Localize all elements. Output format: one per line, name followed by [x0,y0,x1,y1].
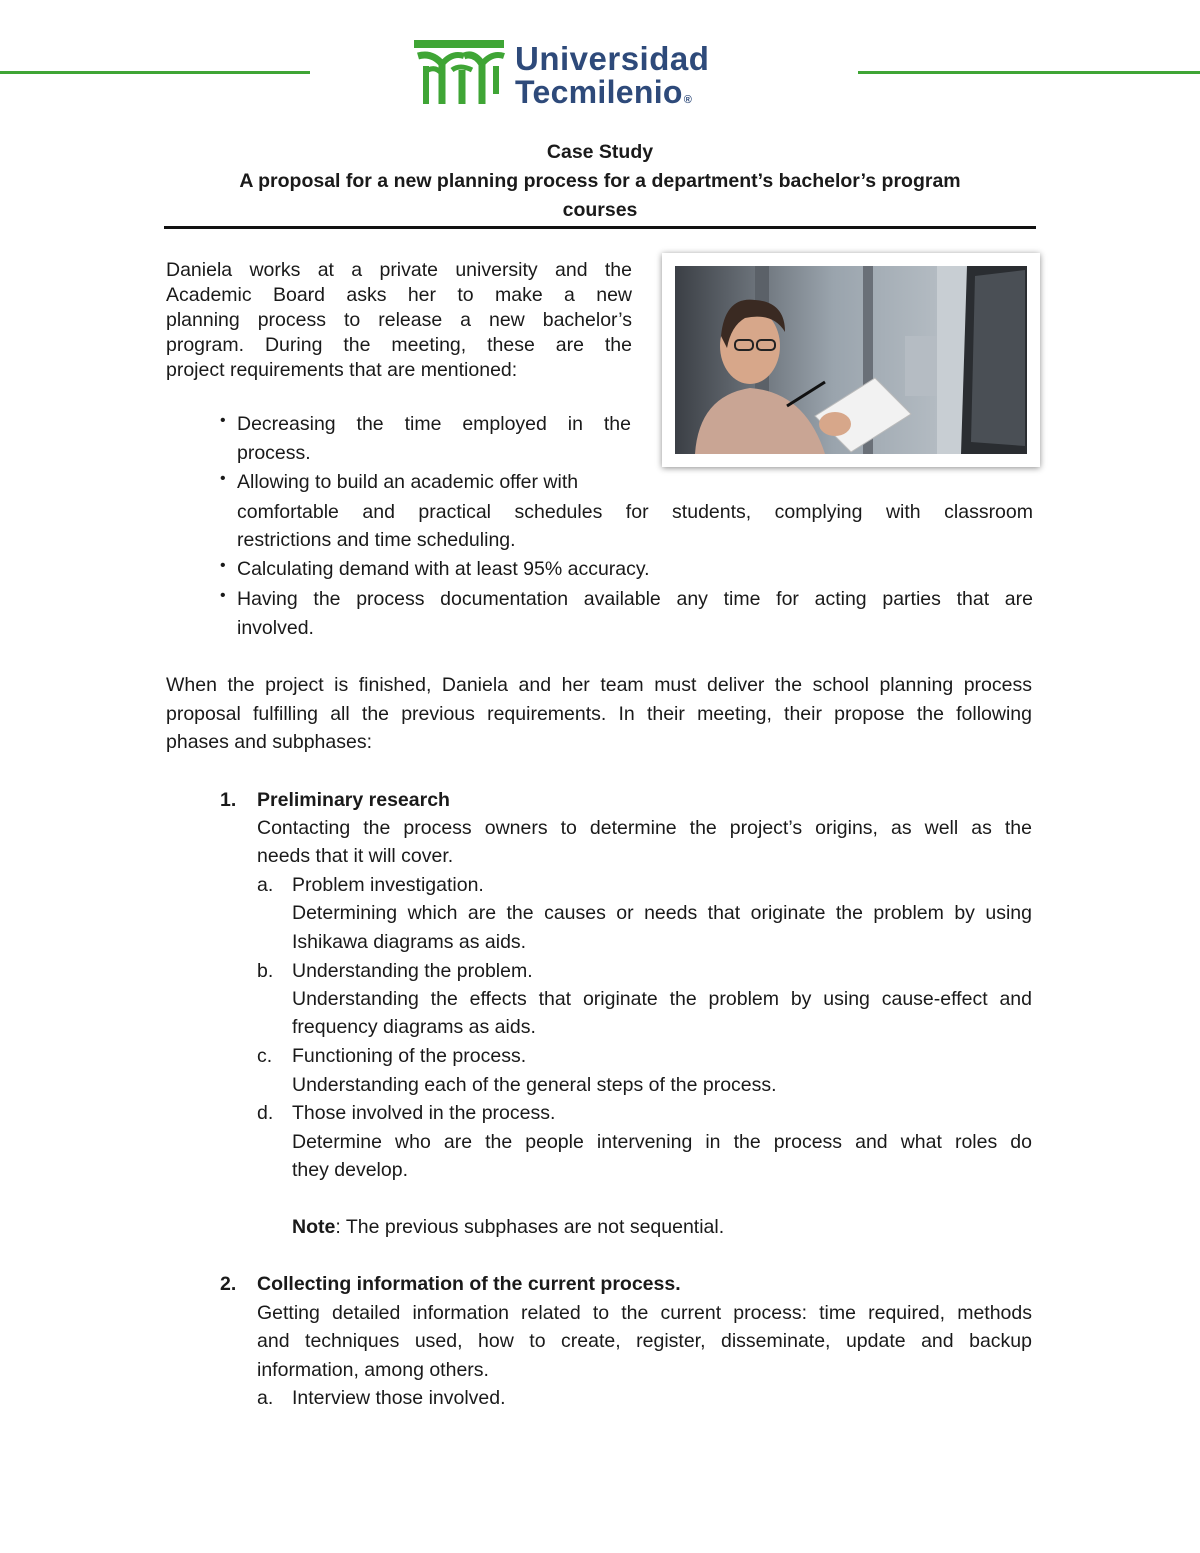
subphase-desc-line: frequency diagrams as aids. [292,1016,536,1038]
phase-1-number: 1. [220,789,237,811]
case-study-label: Case Study [546,141,654,163]
requirement-2-line-3: restrictions and time scheduling. [237,529,516,551]
phase-2-desc-line-2: and techniques used, how to create, register, disseminate, update and backup [257,1330,1032,1352]
intro-paragraph [166,258,632,383]
bullet-dot: • [220,587,226,604]
header-rule-left [0,71,310,74]
subphase-letter: d. [257,1102,274,1124]
note-text: : The previous subphases are not sequential. [335,1216,725,1238]
summary-line-3: phases and subphases: [166,731,372,753]
note-label: Note [292,1216,336,1238]
bullet-dot: • [220,557,226,574]
phase-2-desc-line-3: information, among others. [257,1359,489,1381]
requirement-2-line-2: comfortable and practical schedules for students, complying with classroom [237,501,1033,523]
subphase-letter: c. [257,1045,273,1067]
intro-line: program. During the meeting, these are the [166,334,632,356]
header-rule-right [858,71,1200,74]
document-title [165,138,1035,225]
phase-2-number: 2. [220,1273,237,1295]
subphase-desc-line: Understanding each of the general steps of the process. [292,1074,777,1096]
phase-1-desc-line-2: needs that it will cover. [257,845,454,867]
bullet-dot: • [220,470,226,487]
requirement-1-line-2: process. [237,442,311,464]
requirement-4-line-1: Having the process documentation available any time for acting parties that are [237,588,1033,610]
subphase-title: Problem investigation. [292,874,484,896]
university-logo [412,36,762,110]
logo-text-universidad: Universidad [515,40,710,77]
requirement-4-line-2: involved. [237,617,314,639]
phase-2-desc-line-1: Getting detailed information related to the current process: time required, methods [257,1302,1032,1324]
phase-1-note [292,1213,724,1242]
subphase-desc-line: Understanding the effects that originate the problem by using cause-effect and [292,988,1032,1010]
requirement-1-line-1: Decreasing the time employed in the [237,413,631,435]
title-line-1: A proposal for a new planning process for a department’s bachelor’s program [239,170,961,192]
logo-arches-icon [412,36,508,108]
phase-2-title: Collecting information of the current process. [257,1273,681,1295]
summary-line-1: When the project is finished, Daniela and her team must deliver the school planning process [166,674,1032,696]
title-divider [164,226,1036,229]
subphase-desc-line: Determine who are the people intervening in the process and what roles do [292,1131,1032,1153]
registered-mark: ® [683,94,693,106]
intro-line: Academic Board asks her to make a new [166,284,632,306]
intro-line: Daniela works at a private university and the [166,259,632,281]
subphase-desc-line: they develop. [292,1159,409,1181]
subphase-letter: b. [257,960,274,982]
requirement-2-line-1: Allowing to build an academic offer with [237,471,579,493]
subphase-letter: a. [257,874,274,896]
logo-text-tecmilenio: Tecmilenio® [515,74,693,110]
intro-line: planning process to release a new bachelor’s [166,309,632,331]
woman-at-computer-photo [662,253,1040,467]
subphase-desc-line: Ishikawa diagrams as aids. [292,931,527,953]
phase-1-title: Preliminary research [257,789,450,811]
subphase-title: Functioning of the process. [292,1045,527,1067]
subphase-title: Understanding the problem. [292,960,533,982]
intro-line: project requirements that are mentioned: [166,359,518,381]
requirement-3-line-1: Calculating demand with at least 95% accuracy. [237,558,650,580]
subphase-title: Those involved in the process. [292,1102,556,1124]
bullet-dot: • [220,412,226,429]
subphase-letter: a. [257,1387,274,1409]
subphase-desc-line: Determining which are the causes or needs that originate the problem by using [292,902,1032,924]
phase-1-desc-line-1: Contacting the process owners to determine the project’s origins, as well as the [257,817,1032,839]
title-line-2: courses [562,199,638,221]
summary-line-2: proposal fulfilling all the previous requirements. In their meeting, their propose the following [166,703,1032,725]
subphase-title: Interview those involved. [292,1387,506,1409]
photo-illustration [675,266,1027,454]
